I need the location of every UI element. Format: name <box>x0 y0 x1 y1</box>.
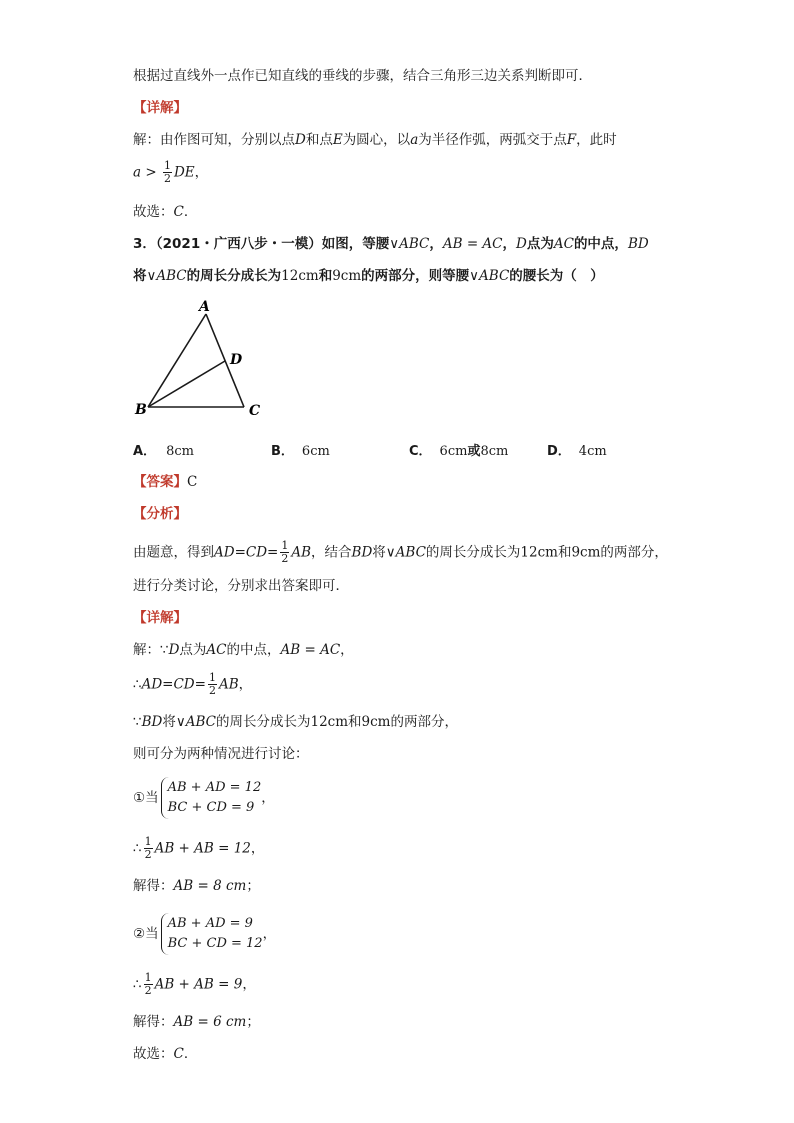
equation-system: AB + AD = 9 BC + CD = 12 <box>161 913 263 955</box>
case-1: ①当 AB + AD = 12 BC + CD = 9 ， <box>133 776 275 820</box>
text: 为圆心，以 <box>342 132 411 148</box>
fraction: $\frac{1}{2}$ <box>163 159 171 185</box>
analysis-text-line: 根据过直线外一点作已知直线的垂线的步骤，结合三角形三边关系判断即可． <box>133 68 592 84</box>
math: a <box>410 132 419 148</box>
math: E <box>332 132 343 148</box>
triangle-figure <box>128 296 268 426</box>
text: 和点 <box>305 132 333 148</box>
option-b[interactable]: B． 6cm <box>271 444 330 459</box>
case-2-result: 解得：AB = 6 cm； <box>133 1014 260 1030</box>
detail-line-2: ∴AD=CD= $\frac{1}{2}$ AB， <box>133 671 253 697</box>
analysis-line-1: 由题意，得到AD=CD= $\frac{1}{2}$ AB，结合BD将∨ABC的周长分成长为12cm和9cm的两部分， <box>133 539 668 565</box>
case-2-step: ∴ $\frac{1}{2}$ AB + AB = 9， <box>133 971 256 997</box>
math: F <box>566 132 577 148</box>
vertex-label-a: A <box>199 299 210 315</box>
case-1-step: ∴ $\frac{1}{2}$ AB + AB = 12， <box>133 835 265 861</box>
text: 解：由作图可知，分别以点 <box>133 132 295 148</box>
option-c[interactable]: C． 6cm或8cm <box>409 444 509 459</box>
detail-line-3: ∵BD将∨ABC的周长分成长为12cm和9cm的两部分， <box>133 714 458 730</box>
option-d[interactable]: D． 4cm <box>547 444 607 459</box>
option-a[interactable]: A． 8cm <box>133 444 194 459</box>
vertex-label-c: C <box>249 403 261 419</box>
equation-system: AB + AD = 12 BC + CD = 9 <box>161 777 262 819</box>
detail-heading-2: 【详解】 <box>133 610 187 626</box>
choose-line: 故选：C． <box>133 204 198 220</box>
case-1-result: 解得：AB = 8 cm； <box>133 878 260 894</box>
text: ，此时 <box>576 132 617 148</box>
segment-bd <box>148 361 225 407</box>
math: DE <box>173 164 195 181</box>
detail-line-4: 则可分为两种情况进行讨论： <box>133 746 309 762</box>
answer-line: 【答案】C <box>133 474 198 490</box>
vertex-label-b: B <box>135 402 147 418</box>
text: ， <box>194 164 209 181</box>
side-ab <box>148 314 206 407</box>
case-2: ②当 AB + AD = 9 BC + CD = 12 ， <box>133 912 276 956</box>
analysis-line-2: 进行分类讨论，分别求出答案即可． <box>133 578 349 594</box>
question-line-2: 将∨ABC的周长分成长为12cm和9cm的两部分，则等腰∨ABC的腰长为（ ） <box>133 268 604 284</box>
math: a > <box>133 164 157 181</box>
text: 为半径作弧，两弧交于点 <box>418 132 567 148</box>
detail-heading: 【详解】 <box>133 100 187 116</box>
inequality-line <box>133 160 208 185</box>
point-label-d: D <box>230 352 243 368</box>
math: D <box>295 132 306 148</box>
question-line-1: 3．（2021・广西八步・一模）如图，等腰∨ABC，AB = AC，D点为AC的中点，BD <box>133 236 649 252</box>
analysis-heading: 【分析】 <box>133 506 187 522</box>
final-choice: 故选：C． <box>133 1046 198 1062</box>
solution-line <box>133 130 617 150</box>
detail-line-1: 解：∵D点为AC的中点，AB = AC， <box>133 642 354 658</box>
